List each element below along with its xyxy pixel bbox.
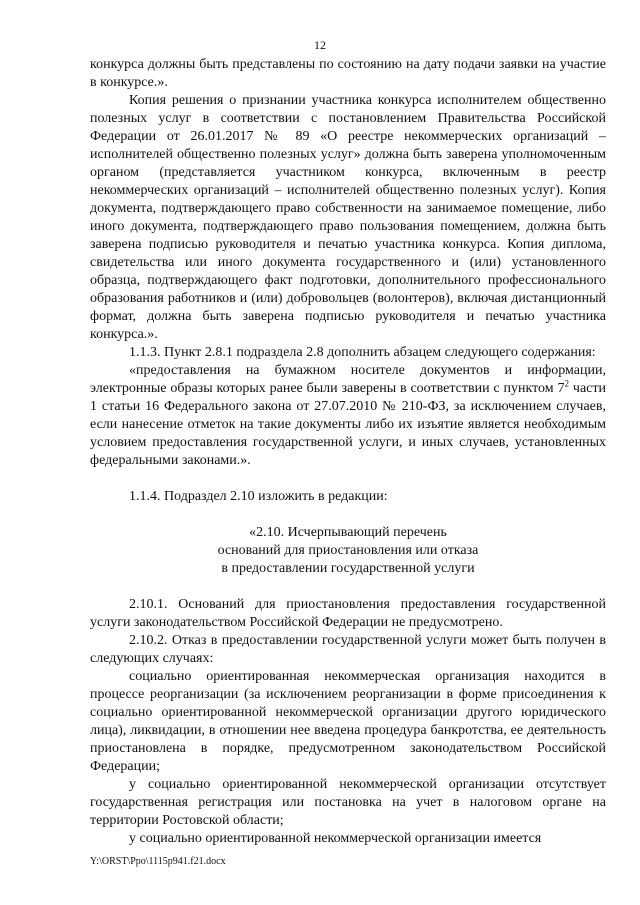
heading-line-3: в предоставлении государственной услуги [221,561,475,576]
paragraph-case-debt: у социально ориентированной некоммерческой организации имеется [129,831,542,846]
paragraph-2-10-1: 2.10.1. Оснований для приостановления предоставления государственной услуги законодательством Российской Федерации не предусмотрено. [90,597,606,630]
document-body [90,56,606,848]
paragraph-case-reorganization: социально ориентированная некоммерческая организация находится в процессе реорганизации (за исключением реорганизации в форме присоединения к социально ориентированной некоммерческой организации другого юридического лица), ликвидации, в отношении нее введена процедура банкротства, ее деятельность приостановлена в порядке, предусмотренном законодательством Российской Федерации; [90,669,606,774]
paragraph-1-1-3: 1.1.3. Пункт 2.8.1 подраздела 2.8 дополнить абзацем следующего содержания: [129,345,596,360]
paragraph-2-10-2: 2.10.2. Отказ в предоставлении государственной услуги может быть получен в следующих случаях: [90,633,606,666]
paragraph-case-registration: у социально ориентированной некоммерческой организации отсутствует государственная регистрация или постановка на учет в налоговом органе на территории Ростовской области; [90,777,606,828]
paragraph-quote [90,362,606,470]
heading-line-2: оснований для приостановления или отказа [217,543,479,558]
quote-text-end: части 1 статьи 16 Федерального закона от 27.07.2010 № 210-ФЗ, за исключением случаев, если нанесение отметок на такие документы либо их изъятие является необходимым условием предоставления государственной услуги, и иных случаев, установленных федеральными законами.». [90,381,606,468]
page-number: 12 [314,38,326,52]
paragraph-decision-copy: Копия решения о признании участника конкурса исполнителем общественно полезных услуг в соответствии с постановлением Правительства Российской Федерации от 26.01.2017 № 89 «О реестре некоммерческих организаций – исполнителей общественно полезных услуг» должна быть заверена уполномоченным органом (представляется участником конкурса, включенным в реестр некоммерческих организаций – исполнителей общественно полезных услуг). Копия документа, подтверждающего право собственности на занимаемое помещение, либо иного документа, подтверждающего право пользования помещением, должна быть заверена подписью руководителя и печатью участника конкурса. Копия диплома, свидетельства или иного документа государственного и (или) установленного образца, подтверждающего факт подготовки, дополнительного профессионального образования работников и (или) добровольцев (волонтеров), включая дистанционный формат, должна быть заверена подписью руководителя и печатью участника конкурса.». [90,93,606,342]
paragraph-1-1-4: 1.1.4. Подраздел 2.10 изложить в редакции: [129,489,388,504]
footer-file-path: Y:\ORST\Ppo\1115p941.f21.docx [90,856,226,867]
paragraph-continuation: конкурса должны быть представлены по состоянию на дату подачи заявки на участие в конкурсе.». [90,57,606,90]
heading-line-1: «2.10. Исчерпывающий перечень [249,525,447,540]
quote-superscript: 2 [564,378,570,389]
quote-text-start: «предоставления на бумажном носителе документов и информации, электронные образы которых ранее были заверены в соответствии с пунктом 7 [90,363,606,396]
section-heading [90,524,606,578]
